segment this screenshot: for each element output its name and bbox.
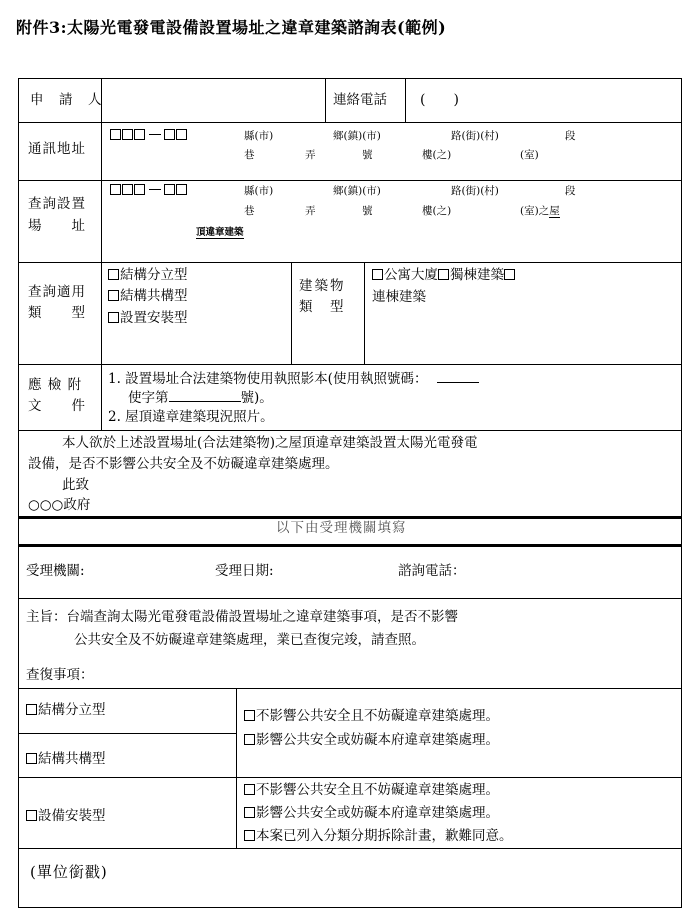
table-right-border <box>681 78 682 908</box>
attachment-item-1: 1. 設置場址合法建築物使用執照影本(使用執照號碼： <box>108 370 479 387</box>
phone-value[interactable]: ( ) <box>420 92 459 108</box>
query-type-label-2: 類 型 <box>28 305 86 321</box>
result-type-separate[interactable]: 結構分立型 <box>26 704 106 718</box>
building-type-option-row[interactable]: 連棟建築 <box>372 289 426 305</box>
reply-result-label: 查復事項： <box>26 667 94 683</box>
roof-illegal-building: 頂違章建築 <box>196 227 244 238</box>
attachment-item-1-cont: 使字第 號)。 <box>128 390 273 406</box>
attachments-label-2: 文 件 <box>28 398 86 414</box>
addr-section: 段 <box>565 130 576 142</box>
table-bottom-border <box>18 907 682 908</box>
checkbox-icon[interactable] <box>108 290 119 301</box>
option-installation[interactable]: 設置安裝型 <box>108 312 188 326</box>
addr-lane: 巷 <box>244 149 255 161</box>
result-column-divider <box>236 688 237 848</box>
consult-phone-label: 諮詢電話： <box>398 563 466 579</box>
reply-subject-line-1: 主旨：台端查詢太陽光電發電設備設置場址之違章建築事項，是否不影響 <box>26 609 458 625</box>
addr-room: (室) <box>520 149 539 161</box>
addr-floor: 樓(之) <box>422 149 452 161</box>
option-structure-shared[interactable]: 結構共構型 <box>108 290 188 304</box>
table-left-border <box>18 78 19 908</box>
result-option-scheduled[interactable]: 本案已列入分類分期拆除計畫，歉難同意。 <box>244 830 513 844</box>
checkbox-icon[interactable] <box>108 269 119 280</box>
cell-divider <box>18 733 236 734</box>
building-type-options[interactable]: 公寓大廈 獨棟建築 <box>372 269 516 283</box>
section-divider <box>18 544 682 547</box>
addr-road: 路(街)(村) <box>451 130 499 142</box>
row-divider <box>18 430 682 431</box>
row-divider <box>18 180 682 181</box>
checkbox-icon[interactable] <box>26 753 37 764</box>
result-option-no-impact-2[interactable]: 不影響公共安全且不妨礙違章建築處理。 <box>244 784 499 798</box>
site-road: 路(街)(村) <box>451 185 499 197</box>
reply-subject-line-2: 公共安全及不妨礙違章建築處理，業已查復完竣，請查照。 <box>74 632 425 648</box>
checkbox-icon[interactable] <box>108 312 119 323</box>
site-address-label-2: 場 址 <box>28 218 86 234</box>
building-type-label-2: 類 型 <box>299 299 346 315</box>
agency-label: 受理機關: <box>26 563 85 579</box>
result-type-installation[interactable]: 設備安裝型 <box>26 810 106 824</box>
checkbox-icon[interactable] <box>244 830 255 841</box>
checkbox-icon[interactable] <box>244 784 255 795</box>
attachment-item-2: 2. 屋頂違章建築現況照片。 <box>108 409 274 425</box>
site-lane: 巷 <box>244 205 255 217</box>
site-county: 縣(市) <box>244 185 274 197</box>
page-title: 附件3:太陽光電發電設備設置場址之違章建築諮詢表(範例) <box>16 18 447 37</box>
addr-county: 縣(市) <box>244 130 274 142</box>
result-type-shared[interactable]: 結構共構型 <box>26 753 106 767</box>
site-section: 段 <box>565 185 576 197</box>
site-alley: 弄 <box>305 205 316 217</box>
date-label: 受理日期: <box>215 563 274 579</box>
row-divider <box>18 364 682 365</box>
checkbox-icon[interactable] <box>504 269 515 280</box>
declaration-recipient: ○○○政府 <box>28 497 91 513</box>
label-column-divider <box>101 78 102 430</box>
checkbox-icon[interactable] <box>438 269 449 280</box>
site-zip-code-field[interactable] <box>110 184 188 197</box>
section-divider <box>18 516 682 519</box>
row-divider <box>18 688 682 689</box>
phone-divider <box>325 78 326 122</box>
zip-code-field[interactable] <box>110 129 188 142</box>
site-room: (室)之屋 <box>520 205 560 217</box>
attachments-label: 應 檢 附 <box>28 377 83 393</box>
site-number: 號 <box>362 205 373 217</box>
checkbox-icon[interactable] <box>244 734 255 745</box>
row-divider <box>18 598 682 599</box>
site-address-label: 查詢設置 <box>28 196 86 212</box>
agency-section-header: 以下由受理機關填寫 <box>276 520 407 536</box>
query-type-label: 查詢適用 <box>28 284 86 300</box>
type-divider <box>364 262 365 364</box>
phone-divider <box>405 78 406 122</box>
checkbox-icon[interactable] <box>244 710 255 721</box>
declaration-line-2: 設備，是否不影響公共安全及不妨礙違章建築處理。 <box>28 456 339 472</box>
checkbox-icon[interactable] <box>26 704 37 715</box>
phone-label: 連絡電話 <box>333 92 387 108</box>
row-divider <box>18 848 682 849</box>
declaration-line-1: 本人欲於上述設置場址(合法建築物)之屋頂違章建築設置太陽光電發電 <box>62 435 478 451</box>
row-divider <box>18 122 682 123</box>
row-divider <box>18 777 682 778</box>
addr-number: 號 <box>362 149 373 161</box>
mail-address-label: 通訊地址 <box>28 141 86 157</box>
building-type-label: 建築物 <box>299 278 346 294</box>
result-option-impact[interactable]: 影響公共安全或妨礙本府違章建築處理。 <box>244 734 499 748</box>
declaration-salutation: 此致 <box>62 477 89 493</box>
site-township: 鄉(鎮)(市) <box>333 185 381 197</box>
result-option-no-impact[interactable]: 不影響公共安全且不妨礙違章建築處理。 <box>244 710 499 724</box>
site-floor: 樓(之) <box>422 205 452 217</box>
unit-seal-label: (單位銜戳) <box>30 863 108 881</box>
addr-alley: 弄 <box>305 149 316 161</box>
checkbox-icon[interactable] <box>26 810 37 821</box>
applicant-label: 申 請 人 <box>30 92 103 108</box>
type-divider <box>291 262 292 364</box>
result-option-impact-2[interactable]: 影響公共安全或妨礙本府違章建築處理。 <box>244 807 499 821</box>
checkbox-icon[interactable] <box>372 269 383 280</box>
checkbox-icon[interactable] <box>244 807 255 818</box>
row-divider <box>18 262 682 263</box>
addr-township: 鄉(鎮)(市) <box>333 130 381 142</box>
option-structure-separate[interactable]: 結構分立型 <box>108 269 188 283</box>
table-top-border <box>18 78 682 79</box>
